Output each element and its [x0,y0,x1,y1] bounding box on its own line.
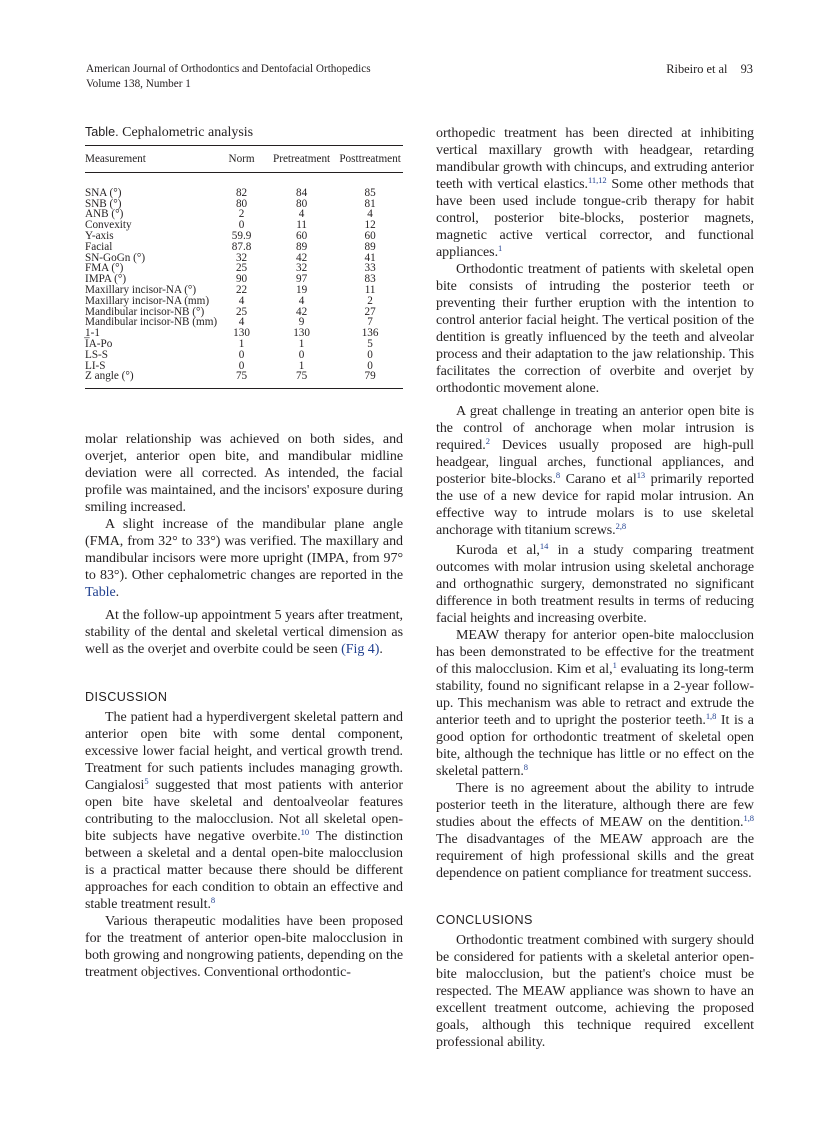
table-caption [85,125,403,141]
value-cell: 0 [238,359,245,372]
citation[interactable]: 1 [498,243,503,253]
measurement-cell: IMPA (°) [85,273,127,286]
value-cell: 83 [364,273,376,286]
running-authors: Ribeiro et al [666,62,728,76]
value-cell: 33 [364,262,376,275]
citation[interactable]: 5 [144,776,149,787]
paragraph: The patient had a hyperdivergent skeletal pattern and anterior open bite with some dental component, excessive lower facial height, and vertical growth trend. Treatment for such patients includes managing growth. Cangialosi$^5$ suggested that most patients with anterior open bite have skeletal and dentoalveolar features contributing to the malocclusion. Not all skeletal open-bite subjects have negative overbite.$^{10}$ The distinction between a skeletal and a dental open-bite malocclusion is a practical matter because there should be different approaches for each condition to obtain an effective and stable treatment result.$^8$ [85,710,404,913]
value-cell: 90 [235,273,248,286]
table-row [85,172,403,198]
value-cell: 81 [364,197,376,210]
running-header [86,62,753,92]
measurement-cell: Convexity [85,219,132,232]
table-title: Cephalometric analysis [122,125,254,140]
value-cell: 4 [298,208,305,221]
table-row [85,339,403,350]
value-cell: 0 [238,348,245,361]
value-cell: 1 [298,337,305,350]
paragraph: Orthodontic treatment of patients with skeletal open bite consists of intruding the posterior teeth or preventing their further eruption with the intention to control anterior facial height. The vertical position of the dentition is greatly influenced by the teeth and alveolar process and their adaptation to the jaw relationship. This facilitates the correction of overbite and overjet by orthodontic movement alone. [436,262,754,396]
value-cell: 75 [217,371,266,388]
value-cell: 0 [298,348,305,361]
value-cell: 12 [364,219,376,232]
value-cell: 25 [235,305,248,318]
citation[interactable]: 13 [636,470,646,480]
table-body [85,172,403,388]
paragraph: orthopedic treatment has been directed at inhibiting vertical maxillary growth with headgear, retarding mandibular growth with chincups, and extruding anterior teeth with vertical elastics.$^{11,12}$ Some other methods that have been used include tongue-crib therapy for habit control, posterior bite-blocks, posterior magnets, magnetic active vertical corrector, and functional appliances.$^1$ [436,126,755,260]
measurement-cell: LS-S [85,348,109,361]
measurement-cell: Mandibular incisor-NB (mm) [85,316,218,329]
value-cell: 80 [295,197,308,210]
left-column [85,125,403,981]
paragraph: There is no agreement about the ability to intrude posterior teeth in the literature, although there are few studies about the effects of MEAW on the dentition.$^{1,8}$ The disadvantages of the MEAW approach are the requirement of high professional skills and the great dependence on patient compliance for treatment success. [436,781,754,881]
value-cell: 59.9 [231,229,252,242]
table-header-row [85,146,403,173]
value-cell: 60 [295,229,308,242]
measurement-cell: Facial [85,240,113,253]
value-cell: 4 [238,316,245,329]
page-number: 93 [740,62,753,76]
citation[interactable]: 14 [539,541,549,551]
discussion-heading: DISCUSSION [85,690,168,705]
value-cell: 4 [238,294,245,307]
value-cell: 75 [266,371,337,388]
value-cell: 87.8 [231,240,252,253]
figure-link[interactable]: (Fig 4) [341,642,380,658]
journal-title: American Journal of Orthodontics and Dentofacial Orthopedics [86,63,371,75]
value-cell: 0 [238,219,245,232]
value-cell: 136 [361,327,379,340]
value-cell: 4 [298,294,305,307]
value-cell: 11 [364,283,376,296]
table-row [85,209,403,220]
value-cell: 84 [295,186,308,199]
measurement-cell: Maxillary incisor-NA (°) [85,283,197,296]
measurement-cell: Y-axis [85,229,114,242]
column-header: Posttreatment [337,146,403,173]
measurement-cell: Z angle (°) [85,371,217,388]
measurement-cell: FMA (°) [85,262,124,275]
value-cell: 9 [298,316,305,329]
value-cell: 1 [238,337,245,350]
value-cell: 2 [367,294,373,307]
citation[interactable]: 1,8 [743,813,754,823]
citation[interactable]: 2 [485,436,490,446]
citation[interactable]: 2,8 [615,521,627,531]
table-row [85,199,403,210]
citation[interactable]: 8 [210,895,216,906]
citation[interactable]: 1,8 [705,711,717,721]
citation[interactable]: 8 [523,762,528,772]
table-row [85,296,403,307]
value-cell: 25 [235,262,248,275]
measurement-cell: ANB (°) [85,208,124,221]
right-column [436,125,754,1051]
paragraph: A slight increase of the mandibular plane angle (FMA, from 32° to 33°) was verified. The maxillary and mandibular incisors were more upright (IMPA, from 97° to 83°). Other cephalometric changes are reported in the Table. [85,517,403,601]
paragraph: MEAW therapy for anterior open-bite malocclusion has been demonstrated to be effective for the treatment of this malocclusion. Kim et al,$^1$ evaluating its long-term stability, found no significant relapse in a 2-year follow-up. This mechanism was able to retract and extrude the anterior teeth and to upright the posterior teeth.$^{1,8}$ It is a good option for orthodontic treatment of skeletal open bite, although the technique has little or no effect on the skeletal pattern.$^8$ [436,628,754,779]
value-cell: 0 [367,348,373,361]
value-cell: 32 [235,251,248,264]
value-cell: 0 [367,359,373,372]
paragraph: Orthodontic treatment combined with surgery should be considered for patients with a skeletal anterior open-bite malocclusion, but the patient's choice must be respected. The MEAW appliance was shown to have an excellent treatment outcome, achieving the proposed goals, although this technique required excellent professional ability. [436,933,754,1050]
value-cell: 79 [337,371,403,388]
value-cell: 11 [296,219,307,232]
journal-volume: Volume 138, Number 1 [86,78,191,90]
value-cell: 130 [293,327,310,340]
value-cell: 130 [233,327,250,340]
value-cell: 42 [295,305,308,318]
table-row [85,371,403,388]
value-cell: 19 [295,283,308,296]
paragraph: molar relationship was achieved on both sides, and overjet, anterior open bite, and mandibular midline deviation were all corrected. As intended, the facial profile was maintained, and the incisors' exposure during smiling increased. [85,432,403,516]
value-cell: 80 [235,197,248,210]
value-cell: 32 [295,262,308,275]
value-cell: 7 [367,316,373,329]
column-header: Norm [217,146,266,173]
value-cell: 85 [364,186,376,199]
value-cell: 27 [364,305,376,318]
value-cell: 5 [367,337,373,350]
value-cell: 60 [364,229,376,242]
paragraph: Kuroda et al,$^{14}$ in a study comparing treatment outcomes with molar intrusion using skeletal anchorage and orthognathic surgery, demonstrated no significant difference in both treatment results in terms of reducing facial heights and increasing overbite. [436,541,755,626]
measurement-cell: LI-S [85,359,106,372]
measurement-cell: SNA (°) [85,186,122,199]
page-info [666,62,753,77]
table-row [85,242,403,253]
citation[interactable]: 8 [555,470,561,480]
value-cell: 22 [235,283,248,296]
table-row [85,350,403,361]
value-cell: 42 [295,251,308,264]
value-cell: 97 [295,273,308,286]
conclusions-heading: CONCLUSIONS [436,913,533,927]
paragraph: A great challenge in treating an anterior open bite is the control of anchorage when molar intrusion is required.$^2$ Devices usually proposed are high-pull headgear, lingual arches, functional appliances, and posterior bite-blocks.$^8$ Carano et $al^{13}$ primarily reported the use of a new device for rapid molar intrusion. An effective way to intrude molars is to use skeletal anchorage with titanium screws.$^{2,8}$ [436,404,755,538]
value-cell: 4 [367,208,373,221]
value-cell: 2 [238,208,245,221]
table-link[interactable]: Table [85,585,116,601]
measurement-cell: SNB (°) [85,197,122,210]
measurement-cell: I̅A-Po [85,337,113,350]
column-header: Pretreatment [266,146,337,173]
measurement-cell: 1-1 [85,327,100,340]
value-cell: 41 [364,251,376,264]
cephalometric-table [85,145,403,389]
paragraph: At the follow-up appointment 5 years after treatment, stability of the dental and skeletal vertical dimension as well as the overjet and overbite could be seen (Fig 4). [85,608,403,658]
column-header: Measurement [85,146,217,173]
value-cell: 1 [298,359,305,372]
value-cell: 89 [364,240,376,253]
citation[interactable]: 11,12 [588,175,607,185]
table-row [85,328,403,339]
value-cell: 89 [295,240,308,253]
table-label: Table. [85,125,119,139]
paragraph: Various therapeutic modalities have been proposed for the treatment of anterior open-bite malocclusion in both growing and nongrowing patients, depending on the treatment objectives. Conventional orthodontic- [85,914,403,981]
citation[interactable]: 1 [612,660,617,670]
measurement-cell: Maxillary incisor-NA (mm) [85,294,210,307]
measurement-cell: SN-GoGn (°) [85,251,146,264]
citation[interactable]: 10 [300,827,310,838]
measurement-cell: Mandibular incisor-NB (°) [85,305,205,318]
value-cell: 82 [235,186,248,199]
